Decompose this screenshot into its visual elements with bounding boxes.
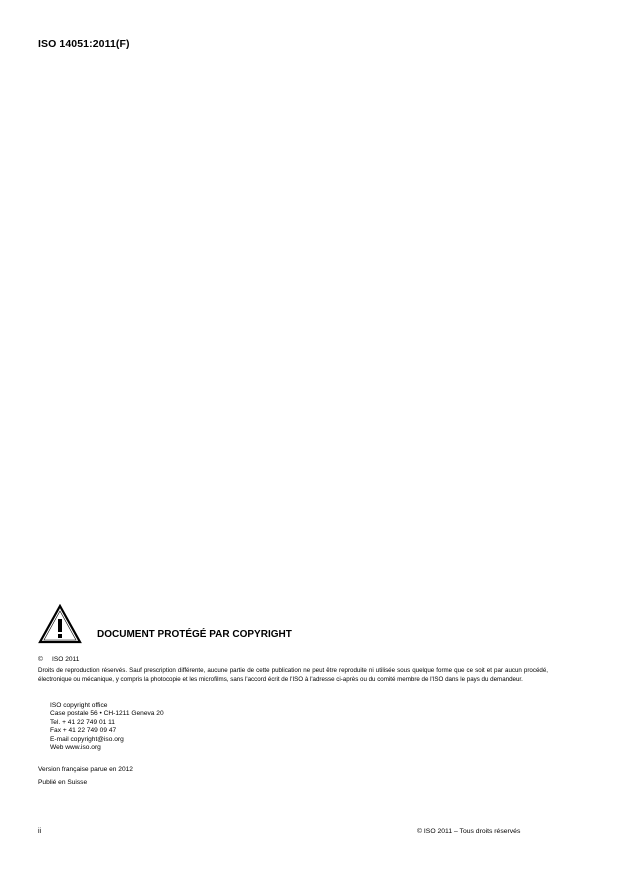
address-line: ISO copyright office [50, 702, 108, 709]
iso-address-block [50, 702, 164, 752]
document-id-header: ISO 14051:2011(F) [38, 38, 130, 50]
address-line: E-mail copyright@iso.org [50, 735, 124, 743]
copyright-symbol: © [38, 656, 43, 663]
copyright-line [38, 656, 79, 663]
rights-paragraph: Droits de reproduction réservés. Sauf prescription différente, aucune partie de cette publication ne peut être reproduite ni utilisée sous quelque forme que ce soit et par aucun procédé, électronique ou mécanique, y compris la photocopie et les microfilms, sans l'accord écrit de l'ISO à l'adresse ci-après ou du comité membre de l'ISO dans le pays du demandeur. [38, 667, 548, 683]
warning-triangle-icon [38, 604, 82, 644]
address-line: Fax + 41 22 749 09 47 [50, 727, 117, 735]
address-line: Tel. + 41 22 749 01 11 [50, 718, 115, 726]
address-line: Case postale 56 • CH-1211 Geneva 20 [50, 710, 164, 718]
copyright-notice-title: DOCUMENT PROTÉGÉ PAR COPYRIGHT [97, 629, 292, 640]
version-note: Version française parue en 2012 [38, 766, 133, 773]
address-line: Web www.iso.org [50, 744, 101, 752]
page-number: ii [38, 828, 42, 835]
footer-copyright: © ISO 2011 – Tous droits réservés [417, 828, 521, 835]
published-note: Publié en Suisse [38, 779, 88, 786]
copyright-year: ISO 2011 [52, 656, 80, 663]
